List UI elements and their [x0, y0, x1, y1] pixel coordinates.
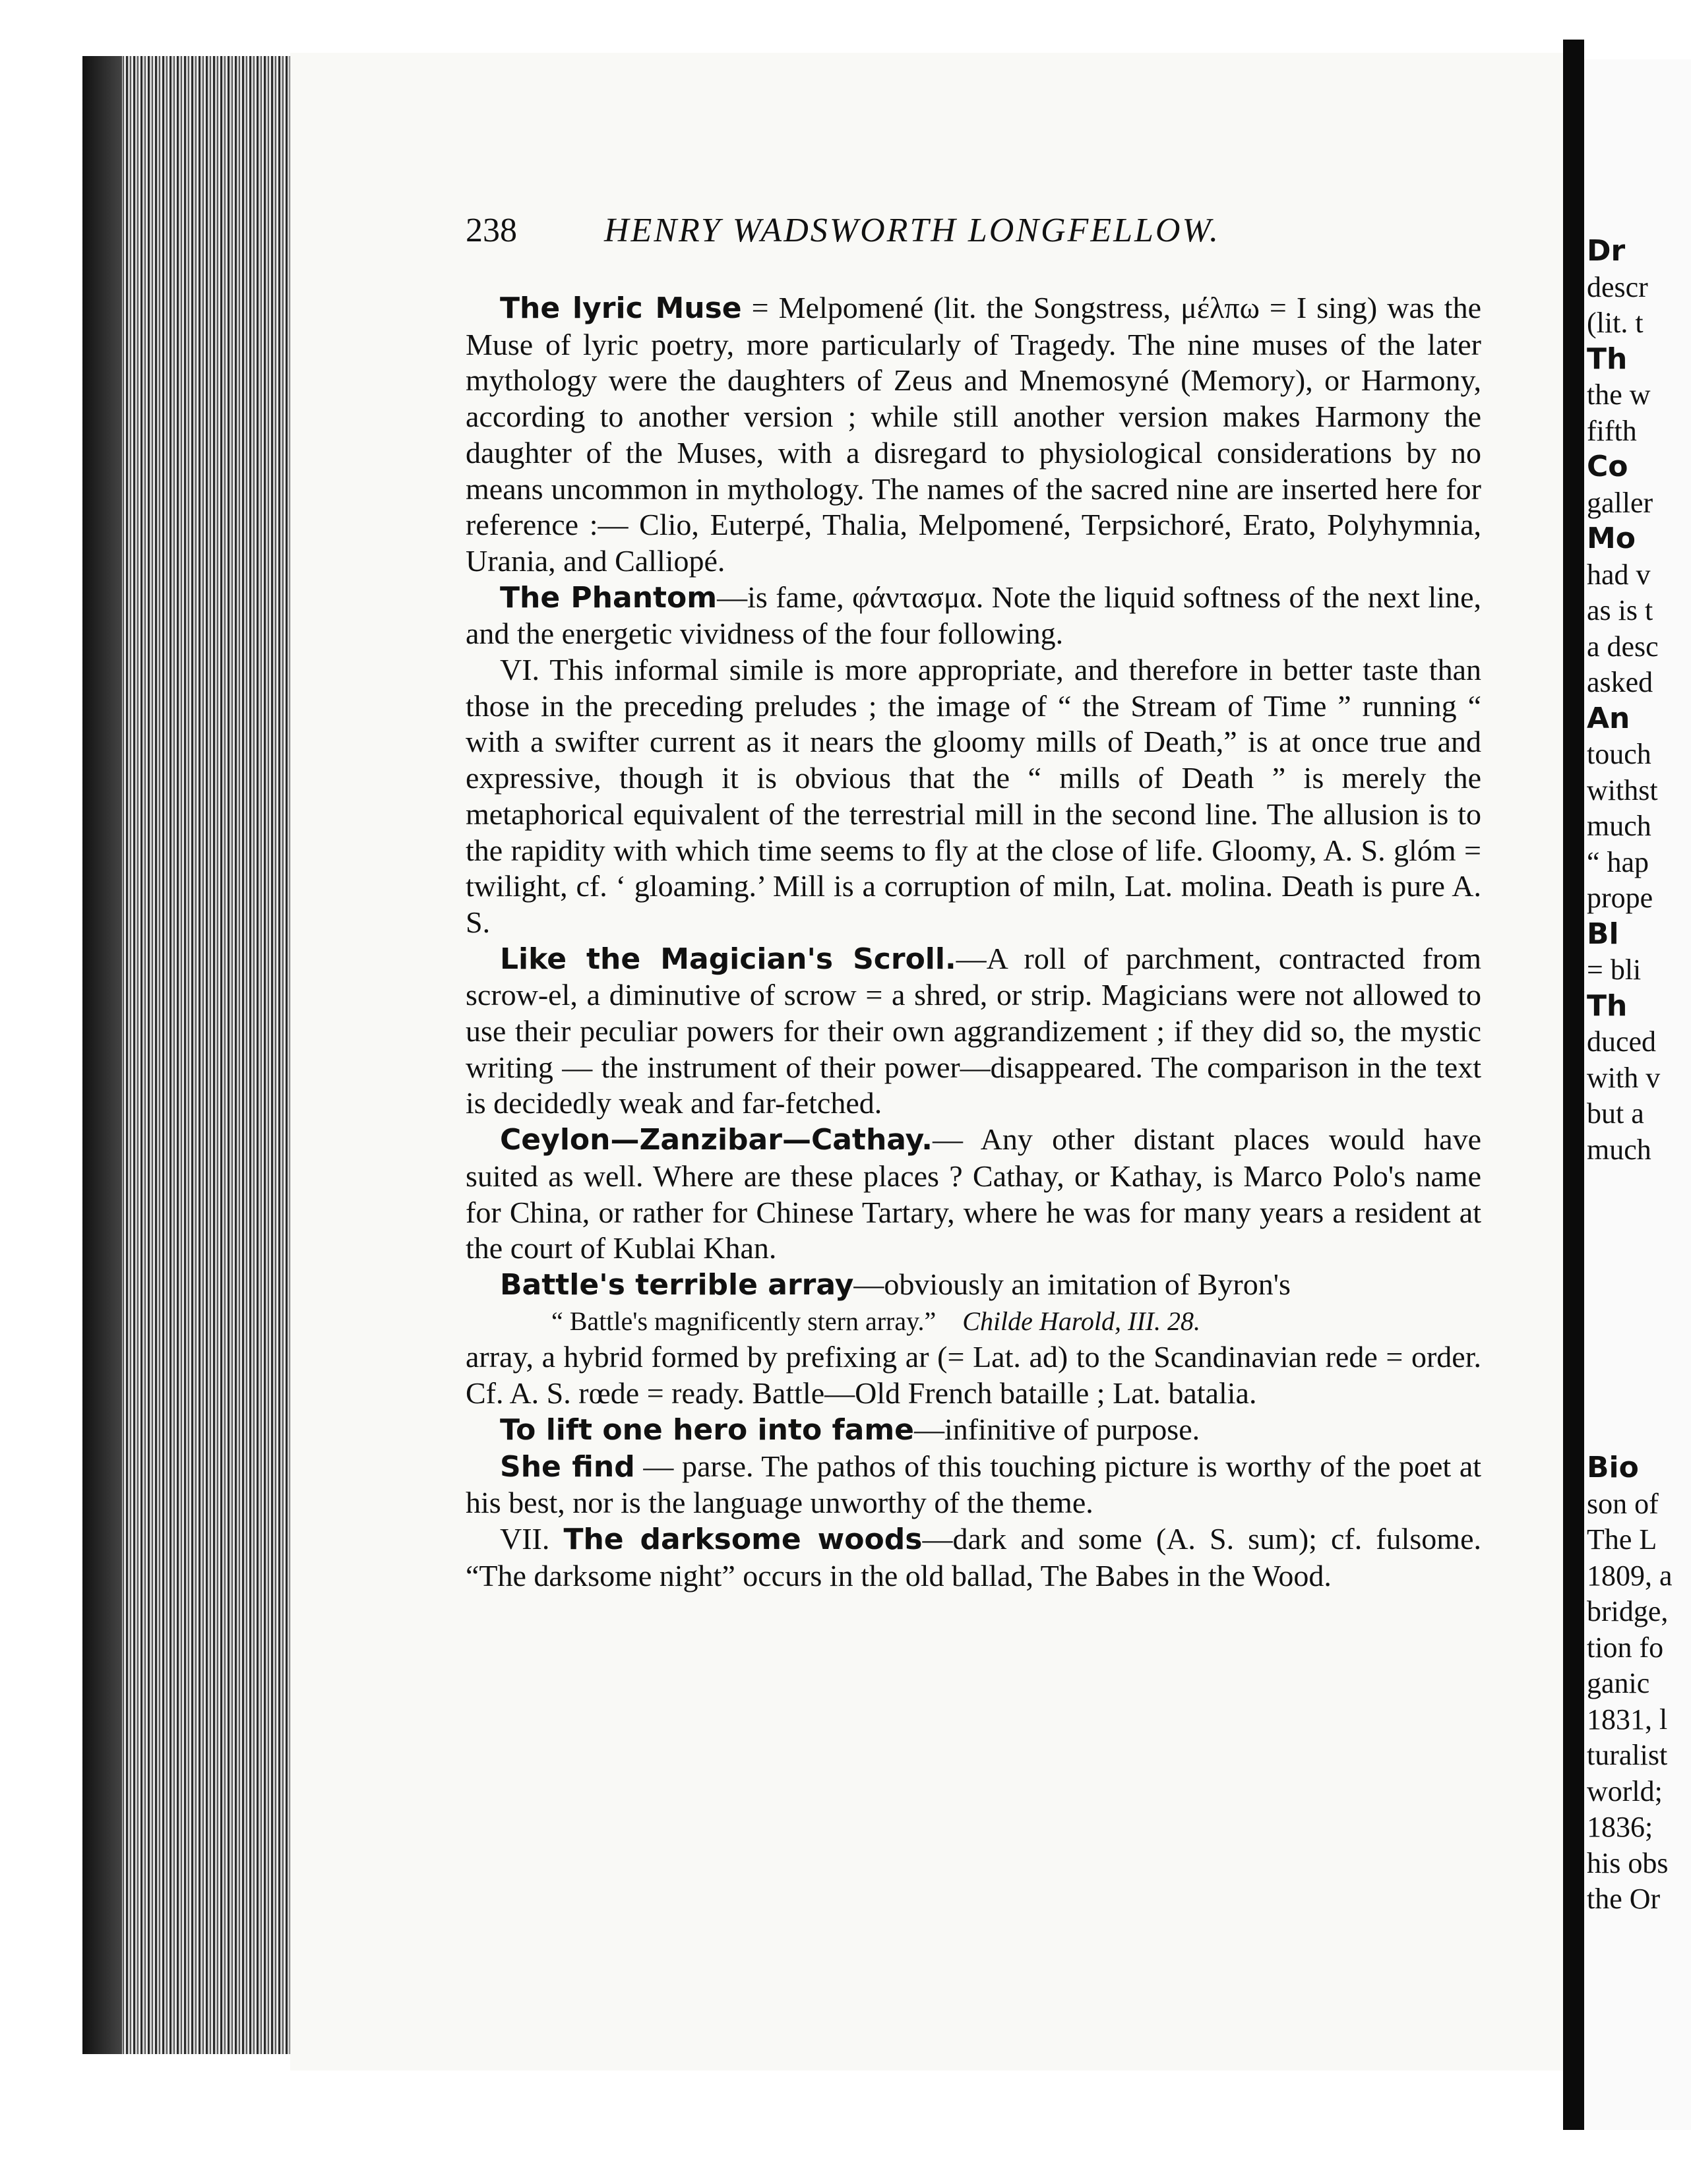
- right-page-line: with v: [1587, 1061, 1661, 1094]
- note-text: —infinitive of purpose.: [914, 1412, 1200, 1446]
- right-page-line: (lit. t: [1587, 307, 1644, 339]
- right-page-line: Th: [1587, 988, 1628, 1023]
- right-page-line: turalist: [1587, 1739, 1668, 1771]
- right-page-line: duced: [1587, 1025, 1657, 1058]
- right-page-fragment: [1584, 59, 1691, 2130]
- right-page-line: withst: [1587, 774, 1658, 806]
- note-she-find: [466, 1449, 1481, 1521]
- right-page-line: touch: [1587, 738, 1651, 770]
- note-battles-array: [466, 1267, 1481, 1304]
- right-page-line: 1809, a: [1587, 1559, 1673, 1592]
- right-page-line: the w: [1587, 379, 1651, 411]
- headword: The darksome woods: [563, 1522, 923, 1556]
- book-gutter: [1563, 40, 1584, 2130]
- note-text: — parse. The pathos of this touching picture is worthy of the poet at his best, nor is the language unworthy of the theme.: [466, 1449, 1482, 1520]
- right-page-line: = bli: [1587, 954, 1642, 986]
- note-phantom: [466, 580, 1481, 652]
- headword: The lyric Muse: [500, 291, 742, 325]
- right-page-line: as is t: [1587, 594, 1653, 626]
- right-page-line: An: [1587, 701, 1630, 735]
- note-darksome-woods: [466, 1521, 1481, 1594]
- note-text: VI. This informal simile is more appropriate, and therefore in better taste than those in the preceding preludes ; the image of “ the Stream of Time ” running “ with a swifter current as it nears the gloomy mills of Death,” is at once true and expressive, though it is obvious that the “ mills of Death ” is merely the metaphorical equivalent of the terrestrial mill in the second line. The allusion is to the rapidity with which time seems to fly at the close of life. Gloomy, A. S. glóm = twilight, cf. ‘ gloaming.’ Mill is a corruption of miln, Lat. molina. Death is pure A. S.: [466, 653, 1481, 939]
- note-array-continued: [466, 1339, 1481, 1411]
- quote-text: “ Battle's magnificently stern array.”: [551, 1306, 937, 1336]
- running-header: [466, 211, 1316, 257]
- note-ceylon-zanzibar-cathay: [466, 1122, 1481, 1267]
- book-spine-shadow: [82, 56, 122, 2054]
- right-page-line: fifth: [1587, 414, 1637, 447]
- right-page-line: a desc: [1587, 630, 1659, 663]
- right-page-line: ganic: [1587, 1667, 1650, 1699]
- right-page-line: 1831, l: [1587, 1703, 1668, 1736]
- page-body: [466, 290, 1481, 1594]
- right-page-line: Dr: [1587, 234, 1626, 268]
- note-text: —is fame, φάντασμα. Note the liquid softness of the next line, and the energetic vividness of the four following.: [466, 580, 1481, 651]
- quote-source: Childe Harold, III. 28.: [962, 1306, 1200, 1336]
- headword: Like the Magician's Scroll.: [500, 942, 956, 976]
- right-page-line: Bio: [1587, 1451, 1639, 1484]
- page-number: 238: [466, 212, 517, 249]
- note-lyric-muse: [466, 290, 1481, 580]
- right-page-line: descr: [1587, 270, 1648, 303]
- headword: Ceylon—Zanzibar—Cathay.: [500, 1123, 933, 1157]
- note-text: —dark and some (A. S. sum); cf. fulsome. “The darksome night” occurs in the old ballad, The Babes in the Wood.: [466, 1521, 1481, 1592]
- running-title: HENRY WADSWORTH LONGFELLOW.: [604, 212, 1221, 249]
- note-text: array, a hybrid formed by prefixing ar (= Lat. ad) to the Scandinavian rede = order. Cf. A. S. rœde = ready. Battle—Old French bataille ; Lat. batalia.: [466, 1340, 1481, 1410]
- right-page-line: Mo: [1587, 522, 1636, 555]
- right-page-line: much: [1587, 810, 1651, 842]
- note-text: —obviously an imitation of Byron's: [853, 1267, 1291, 1301]
- right-page-line: tion fo: [1587, 1631, 1664, 1664]
- headword: She find: [500, 1449, 635, 1484]
- right-page-line: “ hap: [1587, 845, 1649, 878]
- right-page-line: Bl: [1587, 917, 1619, 951]
- right-page-line: much: [1587, 1133, 1651, 1166]
- block-quote: [466, 1304, 1481, 1340]
- note-stanza-vi: [466, 652, 1481, 941]
- right-page-line: had v: [1587, 558, 1651, 591]
- note-magicians-scroll: [466, 941, 1481, 1122]
- note-text: —A roll of parchment, contracted from scrow-el, a diminutive of scrow = a shred, or strip. Magicians were not allowed to use their peculiar powers for their own aggrandizement ; if they did so, the mystic writing — the instrument of their power—disappeared. The comparison in the text is decidedly weak and far-fetched.: [466, 941, 1481, 1120]
- note-text: = Melpomené (lit. the Songstress, μέλπω = I sing) was the Muse of lyric poetry, more particularly of Tragedy. The nine muses of the later mythology were the daughters of Zeus and Mnemosyné (Memory), or Harmony, according to another version ; while still another version makes Harmony the daughter of the Muses, with a disregard to physiological considerations by no means uncommon in mythology. The names of the sacred nine are inserted here for reference :— Clio, Euterpé, Thalia, Melpomené, Terpsichoré, Erato, Polyhymnia, Urania, and Calliopé.: [466, 291, 1481, 578]
- right-page-line: asked: [1587, 666, 1653, 698]
- right-page-line: prope: [1587, 882, 1653, 914]
- headword: The Phantom: [500, 580, 718, 615]
- right-page-line: world;: [1587, 1774, 1663, 1807]
- note-lift-one-hero: [466, 1412, 1481, 1449]
- note-text: — Any other distant places would have suited as well. Where are these places ? Cathay, or Kathay, is Marco Polo's name for China, or rather for Chinese Tartary, where he was for many years a resident at the court of Kublai Khan.: [466, 1122, 1481, 1265]
- right-page-line: bridge,: [1587, 1595, 1669, 1627]
- right-page-line: The L: [1587, 1523, 1657, 1556]
- right-page-line: Co: [1587, 450, 1628, 483]
- stanza-prefix: VII.: [500, 1521, 564, 1556]
- right-page-line: 1836;: [1587, 1811, 1653, 1843]
- headword: Battle's terrible array: [500, 1267, 854, 1302]
- right-page-line: son of: [1587, 1487, 1659, 1520]
- right-page-line: the Or: [1587, 1883, 1661, 1915]
- right-page-line: his obs: [1587, 1846, 1669, 1879]
- right-page-line: galler: [1587, 486, 1653, 519]
- headword: To lift one hero into fame: [500, 1412, 915, 1447]
- right-page-line: but a: [1587, 1097, 1644, 1130]
- right-page-line: Th: [1587, 342, 1628, 376]
